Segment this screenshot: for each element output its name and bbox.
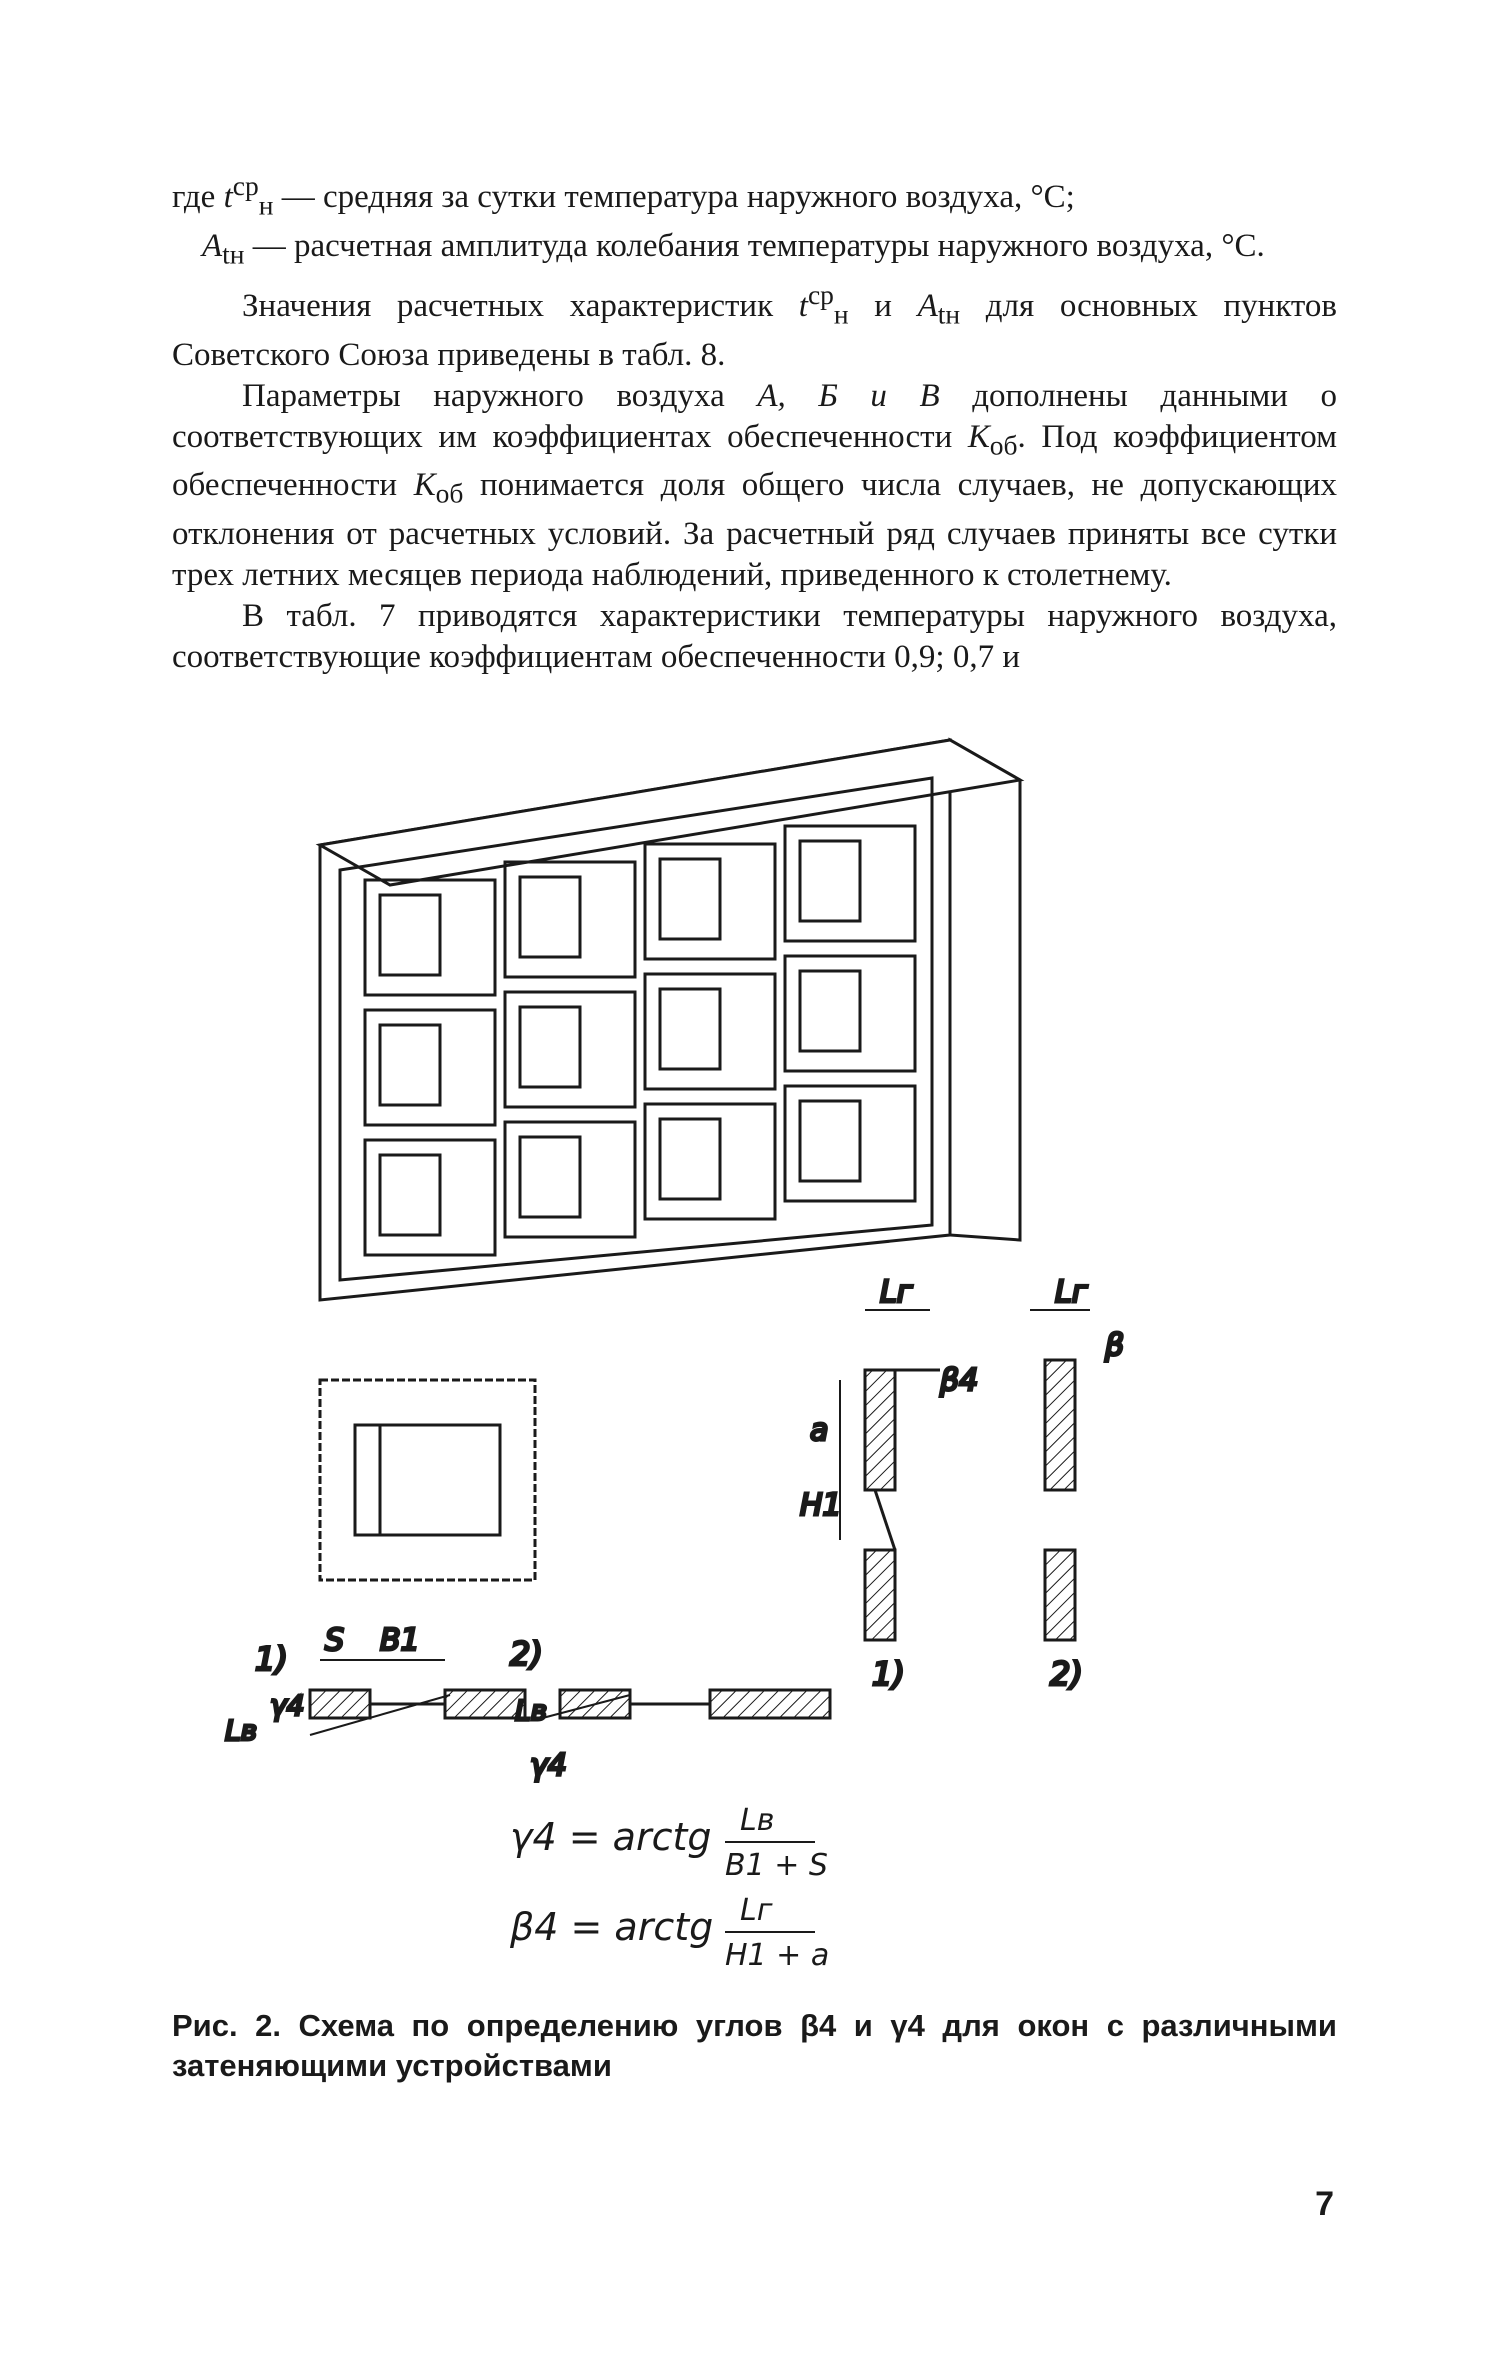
svg-text:Lг: Lг xyxy=(1055,1275,1088,1310)
svg-text:Lв: Lв xyxy=(225,1714,258,1747)
svg-text:B1 + S: B1 + S xyxy=(725,1848,828,1883)
page-number: 7 xyxy=(1315,2185,1334,2223)
plan-section-1 xyxy=(225,1623,525,1747)
svg-text:γ4: γ4 xyxy=(270,1689,305,1722)
paragraph-3: Значения расчетных характеристик $t^{ср}_н$ и $A_{tн}$ для основных пунктов Советского Союза приведены в табл. 8. xyxy=(172,279,1337,373)
svg-text:β4 = arctg: β4 = arctg xyxy=(510,1905,714,1949)
formula-gamma4 xyxy=(510,1803,828,1883)
formula-beta4 xyxy=(509,1893,829,1973)
vertical-section-1 xyxy=(800,1275,978,1693)
plan-section-2 xyxy=(510,1635,830,1783)
svg-text:S: S xyxy=(325,1623,345,1658)
figure-2 xyxy=(225,720,1280,1980)
svg-text:Lг: Lг xyxy=(740,1893,773,1928)
svg-text:Lв: Lв xyxy=(740,1803,775,1838)
svg-text:Lг: Lг xyxy=(880,1275,913,1310)
svg-text:H1: H1 xyxy=(800,1488,842,1523)
svg-text:H1 + a: H1 + a xyxy=(725,1938,830,1973)
svg-text:Lв: Lв xyxy=(515,1694,548,1727)
svg-text:2): 2) xyxy=(510,1635,543,1673)
svg-text:1): 1) xyxy=(255,1640,288,1678)
paragraph-5: В табл. 7 приводятся характеристики температуры наружного воздуха, соответствующие коэффициентам обеспеченности 0,9; 0,7 и xyxy=(172,597,1337,675)
svg-text:β4: β4 xyxy=(940,1363,979,1398)
svg-text:B1: B1 xyxy=(380,1623,420,1658)
paragraph-2: $A_{tн}$ — расчетная амплитуда колебания температуры наружного воздуха, °С. xyxy=(202,227,1265,270)
window-grid xyxy=(365,826,915,1255)
svg-text:a: a xyxy=(810,1413,829,1448)
symbol-a: A xyxy=(202,227,223,264)
svg-text:2): 2) xyxy=(1050,1655,1083,1693)
figure-caption: Рис. 2. Схема по определению углов β4 и γ4 для окон с различными затеняющими устройствами xyxy=(172,2008,1337,2083)
svg-text:γ4: γ4 xyxy=(530,1748,567,1783)
svg-text:1): 1) xyxy=(872,1655,905,1693)
body-text xyxy=(172,165,1337,678)
vertical-section-2 xyxy=(1030,1275,1124,1693)
paragraph-4: Параметры наружного воздуха А, Б и В дополнены данными о соответствующих им коэффициентах обеспеченности $К_{об}$. Под коэффициентом обеспеченности $К_{об}$ понимается доля общего числа случаев, не допускающих отклонения от расчетных условий. За расчетный ряд случаев приняты все сутки трех летних месяцев периода наблюдений, приведенного к столетнему. xyxy=(172,377,1337,593)
facade-perspective xyxy=(320,740,1020,1300)
svg-text:γ4 = arctg: γ4 = arctg xyxy=(510,1815,712,1859)
symbol-t: t xyxy=(223,179,233,215)
window-elevation xyxy=(320,1380,535,1580)
paragraph-1: где $t^{ср}_н$ — средняя за сутки температура наружного воздуха, °С; xyxy=(172,170,1075,221)
svg-text:β: β xyxy=(1105,1328,1125,1363)
figure-drawing xyxy=(225,720,1280,1980)
